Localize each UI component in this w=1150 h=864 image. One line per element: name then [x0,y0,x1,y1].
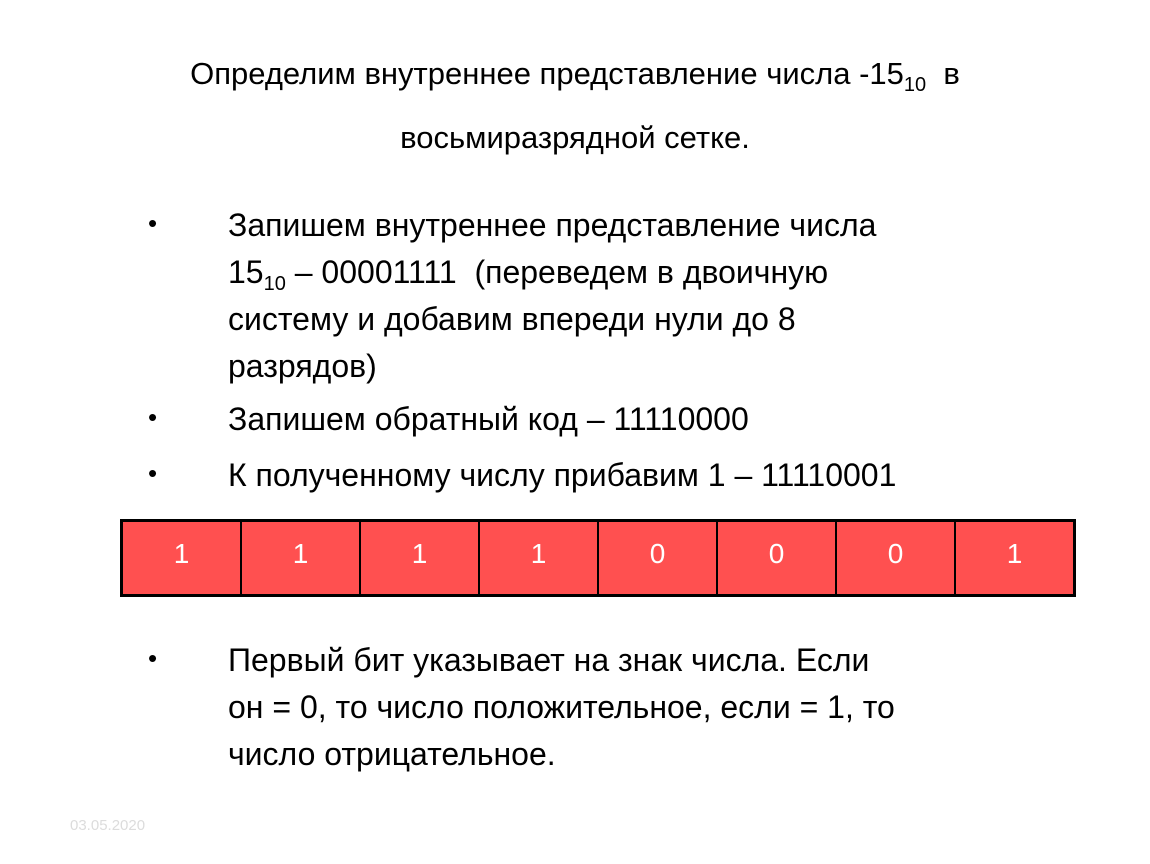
bit-grid [120,519,1076,597]
bullet-4-line-3: число отрицательное. [228,736,556,772]
bit-cell: 1 [1006,538,1023,569]
bit-cell: 1 [242,522,361,594]
bullet-1-line-3: систему и добавим впереди нули до 8 [228,301,796,337]
bit-cell: 0 [718,522,837,594]
number-subscript: 10 [263,273,286,295]
bullet-1-line-1: Запишем внутреннее представление числа [228,207,877,243]
bullet-4-line-2: он = 0, то число положительное, если = 1, то [228,689,895,725]
bullet-dot: • [148,208,158,238]
bullet-dot: • [148,402,158,432]
number-prefix: 15 [228,254,264,290]
bullet-1-line-2 [228,249,1088,296]
bit-cell: 0 [837,522,956,594]
bullet-1-line-4: разрядов) [228,348,377,384]
bullet-2-text [228,396,1088,443]
bullet-dot: • [148,458,158,488]
bullet-4-text [228,637,1088,778]
slide-title-line-1 [0,56,1150,96]
bit-cell: 1 [480,522,599,594]
bullet-1-text [228,202,1088,390]
number-suffix: – 00001111 (переведем в двоичную [285,254,829,290]
bullet-3-text [228,452,1088,499]
bit-cell: 1 [361,522,480,594]
title-suffix: в [943,56,960,91]
slide-title-line-2: восьмиразрядной сетке. [400,120,750,155]
bit-cell: 0 [599,522,718,594]
title-subscript: 10 [903,74,927,96]
bullet-4-line-1: Первый бит указывает на знак числа. Если [228,642,870,678]
bullet-2-line-1: Запишем обратный код – 11110000 [228,401,749,437]
footer-date: 03.05.2020 [70,817,146,834]
bullet-dot: • [148,643,158,673]
title-prefix: Определим внутреннее представление числа -15 [190,56,904,91]
bit-cell: 1 [123,522,242,594]
bullet-3-line-1: К полученному числу прибавим 1 – 11110001 [228,457,897,493]
